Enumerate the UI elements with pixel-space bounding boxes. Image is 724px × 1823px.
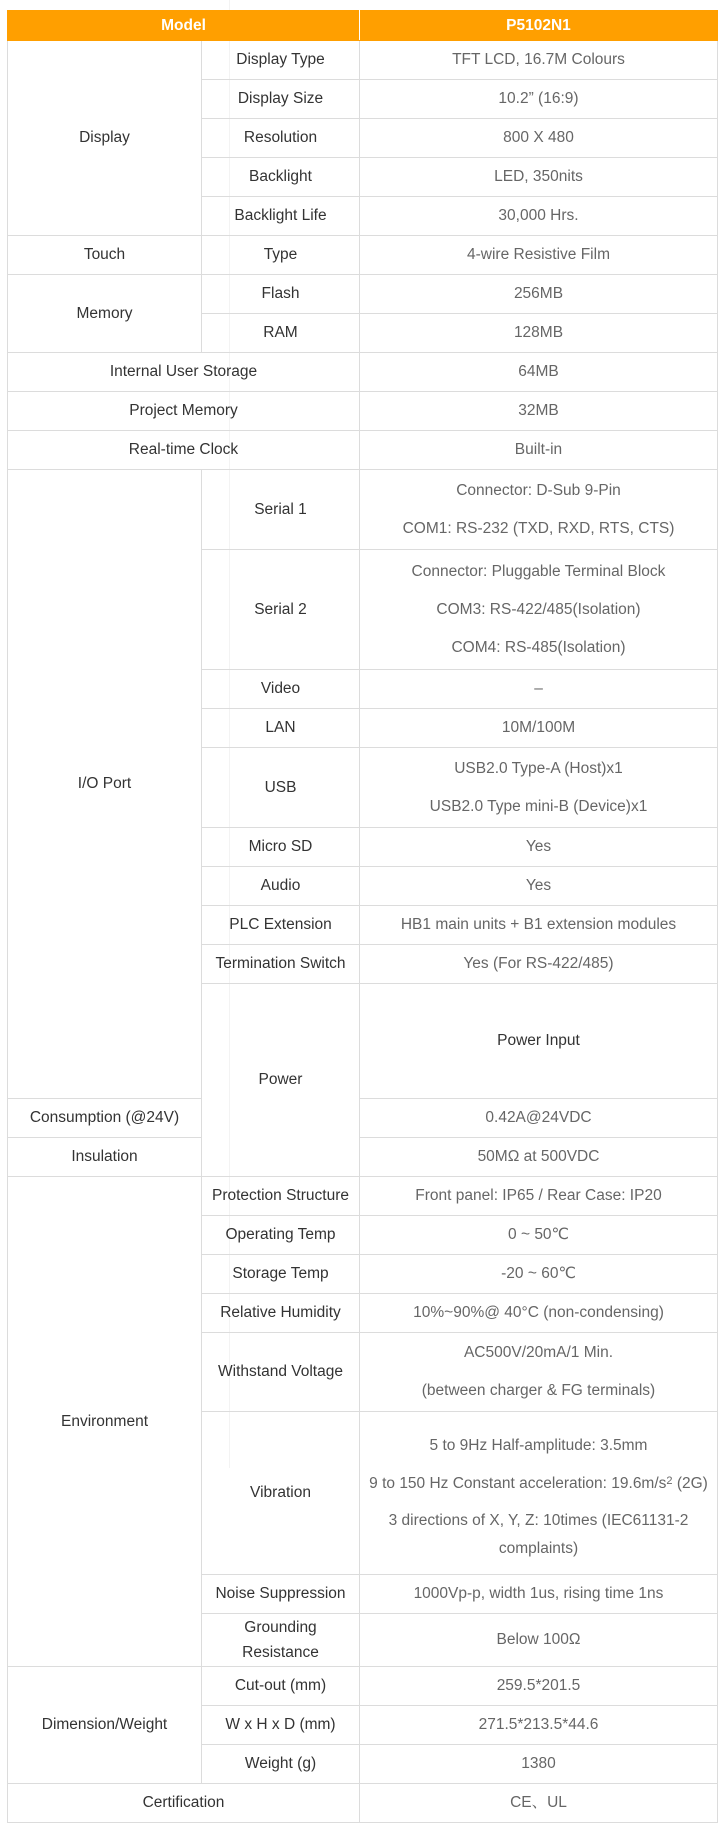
- superscript: 2: [666, 1474, 673, 1487]
- value-line: Connector: D-Sub 9-Pin: [456, 481, 621, 499]
- row-value-multiline: [360, 1412, 718, 1575]
- value-line: COM3: RS-422/485(Isolation): [436, 600, 641, 618]
- row-label: Vibration: [202, 1412, 360, 1575]
- table-row: [8, 1099, 718, 1138]
- row-label: RAM: [202, 314, 360, 353]
- value-line: complaints): [498, 1539, 579, 1557]
- row-value: 271.5*213.5*44.6: [360, 1706, 718, 1745]
- row-label: Backlight Life: [202, 197, 360, 236]
- row-label: Micro SD: [202, 828, 360, 867]
- value-line: 5 to 9Hz Half-amplitude: 3.5mm: [429, 1436, 648, 1454]
- value-line: 3 directions of X, Y, Z: 10times (IEC61131-2: [388, 1511, 689, 1529]
- row-label: LAN: [202, 709, 360, 748]
- row-value: 1380: [360, 1745, 718, 1784]
- row-label: W x H x D (mm): [202, 1706, 360, 1745]
- table-row: [8, 1667, 718, 1706]
- table-row: [8, 431, 718, 470]
- group-io-port: I/O Port: [8, 470, 202, 1099]
- row-label: Resolution: [202, 119, 360, 158]
- value-text: 9 to 150 Hz Constant acceleration: 19.6m/s: [369, 1474, 667, 1492]
- group-touch: Touch: [8, 236, 202, 275]
- row-label: Weight (g): [202, 1745, 360, 1784]
- row-value: Built-in: [360, 431, 718, 470]
- row-value: Below 100Ω: [360, 1614, 718, 1667]
- row-value-multiline: [360, 550, 718, 670]
- table-row: [8, 1138, 718, 1177]
- row-label: Withstand Voltage: [202, 1333, 360, 1412]
- row-label: Insulation: [8, 1138, 202, 1177]
- row-value: LED, 350nits: [360, 158, 718, 197]
- row-value: HB1 main units + B1 extension modules: [360, 906, 718, 945]
- row-label: Project Memory: [8, 392, 360, 431]
- row-value: Yes (For RS-422/485): [360, 945, 718, 984]
- row-label: Relative Humidity: [202, 1294, 360, 1333]
- row-label: Serial 2: [202, 550, 360, 670]
- row-value: 1000Vp-p, width 1us, rising time 1ns: [360, 1575, 718, 1614]
- row-label: Internal User Storage: [8, 353, 360, 392]
- row-value: 10.2” (16:9): [360, 80, 718, 119]
- row-value: –: [360, 670, 718, 709]
- row-label: Operating Temp: [202, 1216, 360, 1255]
- value-line: USB2.0 Type-A (Host)x1: [454, 759, 623, 777]
- value-line: USB2.0 Type mini-B (Device)x1: [429, 797, 648, 815]
- row-label: Termination Switch: [202, 945, 360, 984]
- table-row: [8, 1177, 718, 1216]
- row-value: 259.5*201.5: [360, 1667, 718, 1706]
- row-value-multiline: [360, 1333, 718, 1412]
- table-row: [8, 275, 718, 314]
- row-value: Yes: [360, 867, 718, 906]
- table-header-row: [8, 11, 718, 41]
- table-row: [8, 236, 718, 275]
- table-row: [8, 470, 718, 550]
- row-label: Video: [202, 670, 360, 709]
- value-line: COM4: RS-485(Isolation): [451, 638, 626, 656]
- group-dimension-weight: Dimension/Weight: [8, 1667, 202, 1784]
- header-model: Model: [8, 11, 360, 41]
- row-value: 10M/100M: [360, 709, 718, 748]
- row-label: Audio: [202, 867, 360, 906]
- group-environment: Environment: [8, 1177, 202, 1667]
- row-value-multiline: [360, 748, 718, 828]
- value-line: COM1: RS-232 (TXD, RXD, RTS, CTS): [402, 519, 675, 537]
- value-line: (between charger & FG terminals): [421, 1382, 656, 1399]
- row-label: Protection Structure: [202, 1177, 360, 1216]
- table-row: [8, 353, 718, 392]
- row-label: Noise Suppression: [202, 1575, 360, 1614]
- row-value: TFT LCD, 16.7M Colours: [360, 41, 718, 80]
- group-memory: Memory: [8, 275, 202, 353]
- table-row: [8, 1784, 718, 1823]
- row-value: 64MB: [360, 353, 718, 392]
- row-value: 50MΩ at 500VDC: [360, 1138, 718, 1177]
- row-value: 0.42A@24VDC: [360, 1099, 718, 1138]
- row-value: 0 ~ 50℃: [360, 1216, 718, 1255]
- row-value: 32MB: [360, 392, 718, 431]
- header-model-number: P5102N1: [360, 11, 718, 41]
- row-value-multiline: [360, 470, 718, 550]
- value-line: [362, 1465, 715, 1504]
- value-line: Connector: Pluggable Terminal Block: [411, 562, 666, 580]
- row-value: 256MB: [360, 275, 718, 314]
- row-value: -20 ~ 60℃: [360, 1255, 718, 1294]
- row-label: Cut-out (mm): [202, 1667, 360, 1706]
- row-label: Type: [202, 236, 360, 275]
- value-text: (2G): [672, 1474, 708, 1492]
- row-value: 800 X 480: [360, 119, 718, 158]
- value-line: AC500V/20mA/1 Min.: [463, 1344, 614, 1361]
- spec-table: [7, 10, 718, 1823]
- row-label: [202, 1614, 360, 1667]
- row-label: Backlight: [202, 158, 360, 197]
- table-row: [8, 41, 718, 80]
- row-label: USB: [202, 748, 360, 828]
- row-label: Display Type: [202, 41, 360, 80]
- row-label: Serial 1: [202, 470, 360, 550]
- row-label: Display Size: [202, 80, 360, 119]
- row-value: 30,000 Hrs.: [360, 197, 718, 236]
- row-label: Storage Temp: [202, 1255, 360, 1294]
- row-label: Power Input: [360, 984, 718, 1099]
- row-value: 4-wire Resistive Film: [360, 236, 718, 275]
- group-display: Display: [8, 41, 202, 236]
- group-power: Power: [202, 984, 360, 1177]
- row-label: Flash: [202, 275, 360, 314]
- label-line: Grounding: [244, 1619, 317, 1636]
- table-row: [8, 392, 718, 431]
- row-label: Certification: [8, 1784, 360, 1823]
- row-value: Yes: [360, 828, 718, 867]
- label-line: Resistance: [242, 1644, 319, 1661]
- row-label: Consumption (@24V): [8, 1099, 202, 1138]
- row-value: Front panel: IP65 / Rear Case: IP20: [360, 1177, 718, 1216]
- row-value: CE、UL: [360, 1784, 718, 1823]
- row-value: 10%~90%@ 40°C (non-condensing): [360, 1294, 718, 1333]
- row-value: 128MB: [360, 314, 718, 353]
- row-label: PLC Extension: [202, 906, 360, 945]
- row-label: Real-time Clock: [8, 431, 360, 470]
